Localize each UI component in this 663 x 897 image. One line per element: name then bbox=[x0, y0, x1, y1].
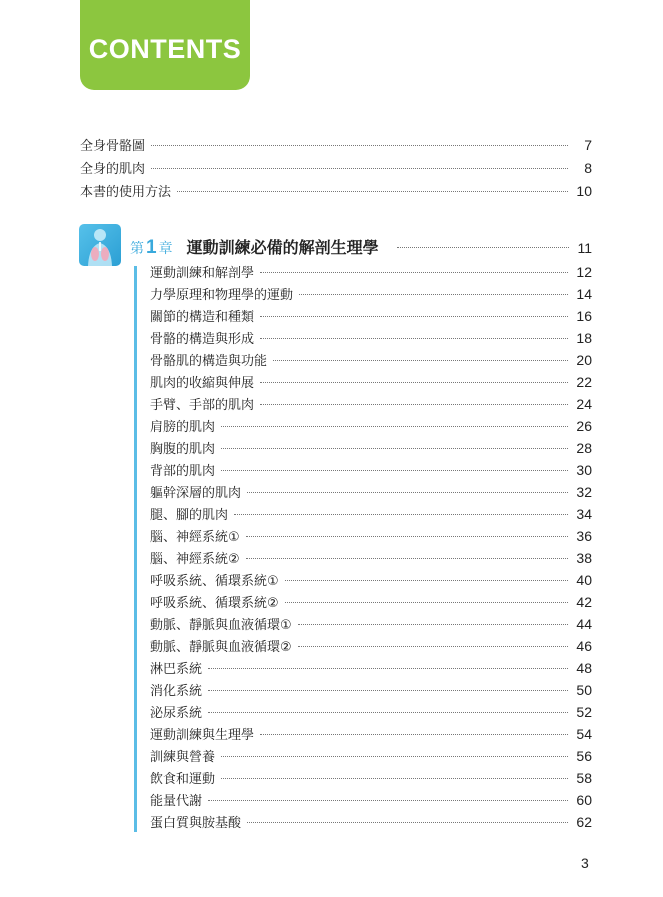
dot-leader bbox=[260, 381, 568, 383]
dot-leader bbox=[208, 667, 568, 669]
dot-leader bbox=[247, 821, 568, 823]
toc-entry-label: 手臂、手部的肌肉 bbox=[150, 398, 255, 413]
toc-entry-page: 56 bbox=[576, 748, 592, 764]
contents-header-tab bbox=[80, 0, 250, 90]
dot-leader bbox=[247, 491, 568, 493]
dot-leader bbox=[234, 513, 568, 515]
toc-entry[interactable] bbox=[150, 703, 592, 723]
dot-leader bbox=[285, 601, 568, 603]
toc-entry-label: 淋巴系統 bbox=[150, 662, 203, 677]
toc-entry[interactable] bbox=[150, 285, 592, 305]
dot-leader bbox=[260, 315, 568, 317]
toc-entry-label: 骨骼肌的構造與功能 bbox=[150, 354, 268, 369]
toc-entry-label: 背部的肌肉 bbox=[150, 464, 216, 479]
toc-entry-label: 動脈、靜脈與血液循環① bbox=[150, 618, 292, 633]
toc-entry[interactable] bbox=[150, 615, 592, 635]
chapter-title: 運動訓練必備的解剖生理學 bbox=[186, 238, 379, 257]
dot-leader bbox=[246, 557, 568, 559]
toc-entry[interactable] bbox=[150, 527, 592, 547]
toc-entry[interactable] bbox=[150, 483, 592, 503]
toc-entry[interactable] bbox=[80, 136, 592, 156]
dot-leader bbox=[177, 190, 568, 192]
toc-entry[interactable] bbox=[150, 395, 592, 415]
toc-entry-page: 40 bbox=[576, 572, 592, 588]
dot-leader bbox=[208, 711, 568, 713]
dot-leader bbox=[260, 733, 568, 735]
toc-entry-label: 運動訓練和解剖學 bbox=[150, 266, 255, 281]
toc-entry-page: 52 bbox=[576, 704, 592, 720]
toc-entry-page: 26 bbox=[576, 418, 592, 434]
toc-entry-page: 20 bbox=[576, 352, 592, 368]
toc-entry-page: 62 bbox=[576, 814, 592, 830]
toc-entry[interactable] bbox=[150, 373, 592, 393]
dot-leader bbox=[260, 403, 568, 405]
toc-entry-page: 58 bbox=[576, 770, 592, 786]
toc-entry[interactable] bbox=[80, 182, 592, 202]
toc-entry-label: 胸腹的肌肉 bbox=[150, 442, 216, 457]
dot-leader bbox=[260, 337, 568, 339]
toc-entry-label: 腿、腳的肌肉 bbox=[150, 508, 229, 523]
dot-leader bbox=[298, 645, 568, 647]
toc-entry-page: 42 bbox=[576, 594, 592, 610]
toc-entry-page: 46 bbox=[576, 638, 592, 654]
dot-leader bbox=[397, 247, 570, 248]
toc-entry-page: 34 bbox=[576, 506, 592, 522]
dot-leader bbox=[298, 623, 568, 625]
toc-entry-page: 12 bbox=[576, 264, 592, 280]
toc-entry-label: 本書的使用方法 bbox=[80, 185, 172, 200]
dot-leader bbox=[208, 689, 568, 691]
toc-entry[interactable] bbox=[150, 571, 592, 591]
toc-entry-label: 全身的肌肉 bbox=[80, 162, 146, 177]
toc-entry[interactable] bbox=[150, 307, 592, 327]
toc-entry-label: 肌肉的收縮與伸展 bbox=[150, 376, 255, 391]
chapter-heading[interactable] bbox=[130, 235, 592, 259]
toc-entry-label: 腦、神經系統① bbox=[150, 530, 240, 545]
toc-entry-page: 44 bbox=[576, 616, 592, 632]
toc-entry-page: 32 bbox=[576, 484, 592, 500]
toc-entry[interactable] bbox=[150, 725, 592, 745]
toc-entry-label: 訓練與營養 bbox=[150, 750, 216, 765]
toc-entry[interactable] bbox=[150, 791, 592, 811]
dot-leader bbox=[151, 144, 568, 146]
toc-entry[interactable] bbox=[150, 637, 592, 657]
toc-entry-label: 呼吸系統、循環系統② bbox=[150, 596, 279, 611]
toc-entry[interactable] bbox=[150, 505, 592, 525]
toc-entry-label: 肩膀的肌肉 bbox=[150, 420, 216, 435]
toc-entry-label: 腦、神經系統② bbox=[150, 552, 240, 567]
toc-entry[interactable] bbox=[80, 159, 592, 179]
dot-leader bbox=[151, 167, 568, 169]
toc-entry-page: 36 bbox=[576, 528, 592, 544]
chapter-suffix: 章 bbox=[158, 241, 173, 257]
toc-entry[interactable] bbox=[150, 329, 592, 349]
toc-entry-page: 54 bbox=[576, 726, 592, 742]
chapter-number: 1 bbox=[146, 237, 157, 258]
toc-entry-page: 10 bbox=[576, 183, 592, 199]
toc-entry-label: 軀幹深層的肌肉 bbox=[150, 486, 242, 501]
toc-entry-label: 動脈、靜脈與血液循環② bbox=[150, 640, 292, 655]
toc-entry-page: 8 bbox=[584, 160, 592, 176]
toc-entry[interactable] bbox=[150, 351, 592, 371]
toc-entry-page: 48 bbox=[576, 660, 592, 676]
dot-leader bbox=[221, 755, 568, 757]
toc-entry-page: 16 bbox=[576, 308, 592, 324]
toc-entry[interactable] bbox=[150, 747, 592, 767]
dot-leader bbox=[246, 535, 568, 537]
toc-entry-label: 能量代謝 bbox=[150, 794, 203, 809]
toc-entry-page: 14 bbox=[576, 286, 592, 302]
toc-entry[interactable] bbox=[150, 461, 592, 481]
toc-entry-label: 力學原理和物理學的運動 bbox=[150, 288, 294, 303]
dot-leader bbox=[285, 579, 568, 581]
toc-entry[interactable] bbox=[150, 549, 592, 569]
toc-entry[interactable] bbox=[150, 681, 592, 701]
dot-leader bbox=[208, 799, 568, 801]
toc-entry-label: 泌尿系統 bbox=[150, 706, 203, 721]
toc-entry-page: 50 bbox=[576, 682, 592, 698]
toc-entry-page: 30 bbox=[576, 462, 592, 478]
dot-leader bbox=[221, 777, 568, 779]
toc-entry-label: 全身骨骼圖 bbox=[80, 139, 146, 154]
respiratory-system-icon bbox=[79, 224, 121, 266]
toc-entry-label: 蛋白質與胺基酸 bbox=[150, 816, 242, 831]
dot-leader bbox=[273, 359, 568, 361]
toc-entry-page: 60 bbox=[576, 792, 592, 808]
toc-entry[interactable] bbox=[150, 593, 592, 613]
chapter-page: 11 bbox=[577, 240, 592, 256]
dot-leader bbox=[299, 293, 568, 295]
toc-entry-page: 18 bbox=[576, 330, 592, 346]
toc-entry-label: 飲食和運動 bbox=[150, 772, 216, 787]
toc-entry-page: 7 bbox=[584, 137, 592, 153]
toc-entry-page: 38 bbox=[576, 550, 592, 566]
toc-entry-label: 消化系統 bbox=[150, 684, 203, 699]
toc-entry[interactable] bbox=[150, 417, 592, 437]
toc-entry-label: 關節的構造和種類 bbox=[150, 310, 255, 325]
chapter-side-bar bbox=[134, 266, 137, 832]
toc-entry[interactable] bbox=[150, 439, 592, 459]
toc-entry[interactable] bbox=[150, 769, 592, 789]
toc-entry-label: 呼吸系統、循環系統① bbox=[150, 574, 279, 589]
toc-entry-page: 24 bbox=[576, 396, 592, 412]
dot-leader bbox=[260, 271, 568, 273]
chapter-prefix: 第 bbox=[130, 241, 144, 257]
toc-entry-page: 22 bbox=[576, 374, 592, 390]
page-title: CONTENTS bbox=[88, 33, 242, 64]
toc-entry-label: 運動訓練與生理學 bbox=[150, 728, 255, 743]
page-number: 3 bbox=[581, 855, 589, 871]
toc-entry[interactable] bbox=[150, 659, 592, 679]
toc-entry-page: 28 bbox=[576, 440, 592, 456]
dot-leader bbox=[221, 447, 568, 449]
toc-entry[interactable] bbox=[150, 813, 592, 833]
dot-leader bbox=[221, 469, 568, 471]
dot-leader bbox=[221, 425, 568, 427]
toc-entry[interactable] bbox=[150, 263, 592, 283]
toc-entry-label: 骨骼的構造與形成 bbox=[150, 332, 255, 347]
